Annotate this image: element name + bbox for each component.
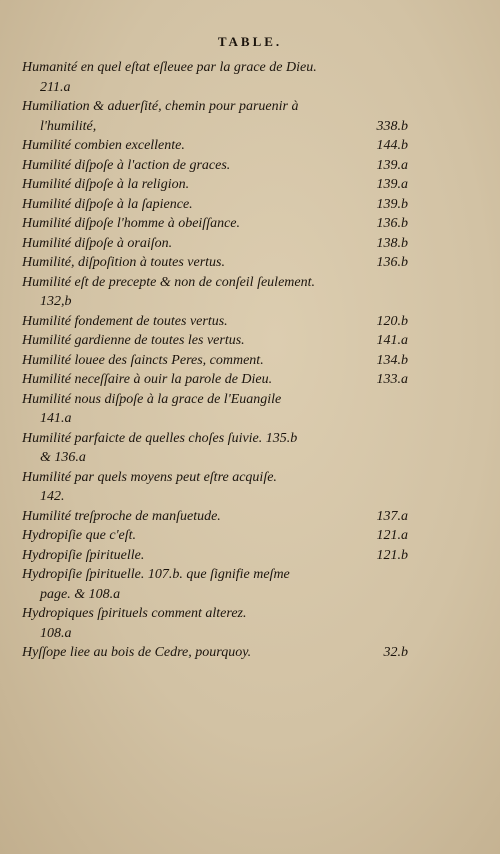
index-entry: [22, 195, 408, 215]
index-entry: [22, 234, 408, 254]
index-entry: [22, 468, 408, 507]
entry-text: Humilité diſpoſe à l'action de graces.: [22, 157, 231, 173]
entry-continuation: 141.a: [40, 411, 72, 426]
entry-text: Humilité eſt de precepte & non de conſeil ſeulement.: [22, 274, 315, 290]
entry-text: Hydropiſie que c'eſt.: [22, 528, 137, 543]
page-reference: 139.a: [376, 177, 408, 192]
index-entry: [22, 604, 408, 643]
index-entry: [22, 526, 408, 546]
index-entry: [22, 331, 408, 351]
entry-row: [22, 351, 408, 371]
entry-row: [22, 136, 408, 156]
entry-text: Hydropiſie ſpirituelle.: [22, 547, 145, 563]
page-reference: 136.b: [376, 216, 408, 231]
entry-text: Humilité fondement de toutes vertus.: [22, 313, 228, 329]
entry-text: Humilité neceſſaire à ouir la parole de Dieu.: [22, 372, 273, 387]
entry-row: [22, 507, 408, 527]
entry-row: [22, 214, 408, 234]
entry-text: Humilité diſpoſe à oraiſon.: [22, 235, 173, 251]
index-entries: [22, 58, 408, 663]
entry-row: [22, 156, 408, 176]
page-reference: 139.b: [376, 196, 408, 212]
entry-text: Humilité parfaicte de quelles choſes ſuivie. 135.b: [22, 430, 298, 446]
index-entry: [22, 565, 408, 604]
page-header: TABLE.: [217, 34, 283, 49]
entry-continuation: & 136.a: [40, 450, 86, 465]
entry-row: [22, 331, 408, 351]
entry-continuation: page. & 108.a: [40, 586, 121, 602]
index-entry: [22, 507, 408, 527]
index-entry: [22, 136, 408, 156]
entry-text: Humilité, diſpoſition à toutes vertus.: [22, 255, 225, 270]
page-reference: 121.a: [376, 528, 408, 543]
entry-text: Humilité treſproche de manſuetude.: [22, 508, 221, 524]
entry-text: Humilité louee des ſaincts Peres, comment.: [22, 352, 264, 368]
entry-continuation: l'humilité,: [40, 118, 97, 134]
entry-row: [22, 312, 408, 332]
entry-row: [22, 195, 408, 215]
page-reference: 338.b: [376, 118, 408, 134]
entry-text: Humilité nous diſpoſe à la grace de l'Euangile: [22, 391, 282, 407]
entry-text: Humilité gardienne de toutes les vertus.: [22, 333, 245, 348]
entry-text: Humanité en quel eſtat eſleuee par la grace de Dieu.: [22, 60, 317, 75]
index-entry: [22, 390, 408, 429]
index-entry: [22, 351, 408, 371]
entry-text: Humilité combien excellente.: [22, 138, 185, 153]
entry-text: Hydropiques ſpirituels comment alterez.: [22, 606, 247, 621]
entry-text: Hyſſope liee au bois de Cedre, pourquoy.: [22, 645, 252, 660]
page-reference: 121.b: [376, 547, 408, 563]
index-entry: [22, 312, 408, 332]
entry-text: Humilité diſpoſe à la ſapience.: [22, 196, 193, 212]
entry-continuation: 211.a: [40, 79, 71, 95]
page-reference: 133.a: [376, 372, 408, 387]
entry-row: [22, 370, 408, 390]
entry-continuation: 142.: [40, 489, 65, 504]
entry-continuation: 108.a: [40, 625, 72, 641]
entry-row: [22, 526, 408, 546]
entry-text: Humilité diſpoſe à la religion.: [22, 177, 190, 192]
index-entry: [22, 643, 408, 663]
entry-row: [22, 546, 408, 566]
entry-row: [22, 117, 408, 137]
index-entry: [22, 273, 408, 312]
page-reference: 137.a: [376, 508, 408, 524]
entry-row: [22, 643, 408, 663]
index-entry: [22, 253, 408, 273]
page-reference: 139.a: [376, 157, 408, 173]
entry-text: Humiliation & aduerſité, chemin pour paruenir à: [22, 99, 299, 114]
page-reference: 141.a: [376, 333, 408, 348]
index-entry: [22, 175, 408, 195]
page-reference: 144.b: [376, 138, 408, 153]
entry-continuation: 132,b: [40, 294, 72, 309]
index-entry: [22, 214, 408, 234]
entry-text: Hydropiſie ſpirituelle. 107.b. que ſignifie meſme: [22, 567, 290, 582]
page-reference: 134.b: [376, 352, 408, 368]
index-entry: [22, 546, 408, 566]
index-entry: [22, 156, 408, 176]
entry-row: [22, 234, 408, 254]
page-reference: 138.b: [376, 235, 408, 251]
page-reference: 136.b: [376, 255, 408, 270]
index-entry: [22, 58, 408, 97]
entry-text: Humilité par quels moyens peut eſtre acquiſe.: [22, 469, 277, 485]
index-entry: [22, 429, 408, 468]
entry-row: [22, 253, 408, 273]
index-entry: [22, 370, 408, 390]
index-entry: [22, 97, 408, 136]
entry-text: Humilité diſpoſe l'homme à obeiſſance.: [22, 216, 241, 231]
page-reference: 32.b: [383, 645, 408, 660]
entry-row: [22, 175, 408, 195]
page-reference: 120.b: [376, 313, 408, 329]
